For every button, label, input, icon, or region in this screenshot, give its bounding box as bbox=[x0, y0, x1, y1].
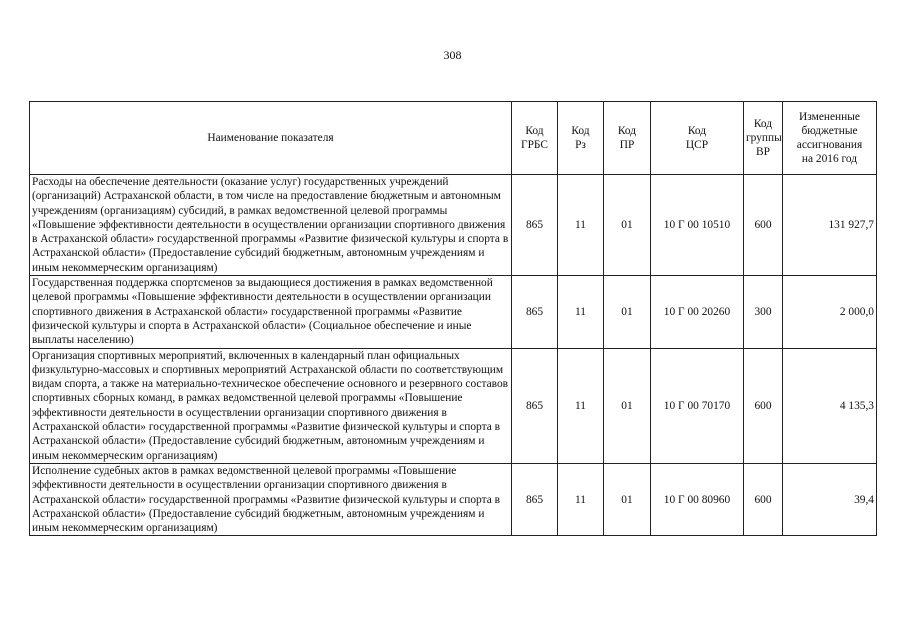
row-rz: 11 bbox=[558, 276, 604, 348]
row-grbs: 865 bbox=[512, 463, 558, 535]
row-amount: 4 135,3 bbox=[783, 348, 877, 463]
row-csr: 10 Г 00 80960 bbox=[651, 463, 744, 535]
row-pr: 01 bbox=[604, 276, 651, 348]
row-pr: 01 bbox=[604, 348, 651, 463]
row-vr: 600 bbox=[744, 463, 783, 535]
row-grbs: 865 bbox=[512, 348, 558, 463]
row-name: Исполнение судебных актов в рамках ведомственной целевой программы «Повышение эффективности деятельности в осуществлении организации спортивного движения в Астраханской области» государственной программы «Развитие физической культуры и спорта в Астраханской области» (Предоставление субсидий бюджетным, автономным учреждениям и иным некоммерческим организациям) bbox=[30, 463, 512, 535]
row-amount: 39,4 bbox=[783, 463, 877, 535]
row-csr: 10 Г 00 10510 bbox=[651, 175, 744, 276]
row-rz: 11 bbox=[558, 348, 604, 463]
header-grbs: Код ГРБС bbox=[512, 102, 558, 175]
budget-table bbox=[29, 101, 877, 536]
row-vr: 600 bbox=[744, 175, 783, 276]
header-pr: Код ПР bbox=[604, 102, 651, 175]
table-row bbox=[30, 175, 877, 276]
table-row bbox=[30, 348, 877, 463]
row-name: Государственная поддержка спортсменов за выдающиеся достижения в рамках ведомственной целевой программы «Повышение эффективности деятельности в осуществлении организации спортивного движения в Астраханской области» государственной программы «Развитие физической культуры и спорта в Астраханской области» (Социальное обеспечение и иные выплаты населению) bbox=[30, 276, 512, 348]
row-name: Организация спортивных мероприятий, включенных в календарный план официальных физкультурно-массовых и спортивных мероприятий Астраханской области по соответствующим видам спорта, а также на материально-техническое обеспечение основного и резервного составов спортивных сборных команд, в рамках ведомственной целевой программы «Повышение эффективности деятельности в осуществлении организации спортивного движения в Астраханской области» государственной программы «Развитие физической культуры и спорта в Астраханской области» (Предоставление субсидий бюджетным, автономным учреждениям и иным некоммерческим организациям) bbox=[30, 348, 512, 463]
page-number: 308 bbox=[443, 48, 462, 62]
row-vr: 600 bbox=[744, 348, 783, 463]
row-pr: 01 bbox=[604, 463, 651, 535]
row-grbs: 865 bbox=[512, 175, 558, 276]
header-name: Наименование показателя bbox=[30, 102, 512, 175]
row-vr: 300 bbox=[744, 276, 783, 348]
header-csr: Код ЦСР bbox=[651, 102, 744, 175]
table-row bbox=[30, 276, 877, 348]
row-rz: 11 bbox=[558, 463, 604, 535]
row-amount: 131 927,7 bbox=[783, 175, 877, 276]
row-csr: 10 Г 00 70170 bbox=[651, 348, 744, 463]
row-pr: 01 bbox=[604, 175, 651, 276]
row-rz: 11 bbox=[558, 175, 604, 276]
row-amount: 2 000,0 bbox=[783, 276, 877, 348]
table-row bbox=[30, 463, 877, 535]
row-grbs: 865 bbox=[512, 276, 558, 348]
table-header-row bbox=[30, 102, 877, 175]
row-csr: 10 Г 00 20260 bbox=[651, 276, 744, 348]
header-rz: Код Рз bbox=[558, 102, 604, 175]
row-name: Расходы на обеспечение деятельности (оказание услуг) государственных учреждений (организаций) Астраханской области, в том числе на предоставление бюджетным и автономным учреждениям (организациям) субсидий, в рамках ведомственной целевой программы «Повышение эффективности деятельности в осуществлении организации спортивного движения в Астраханской области» государственной программы «Развитие физической культуры и спорта в Астраханской области» (Предоставление субсидий бюджетным, автономным учреждениям и иным некоммерческим организациям) bbox=[30, 175, 512, 276]
header-vr: Код группы ВР bbox=[744, 102, 783, 175]
header-amount: Измененные бюджетные ассигнования на 2016 год bbox=[783, 102, 877, 175]
